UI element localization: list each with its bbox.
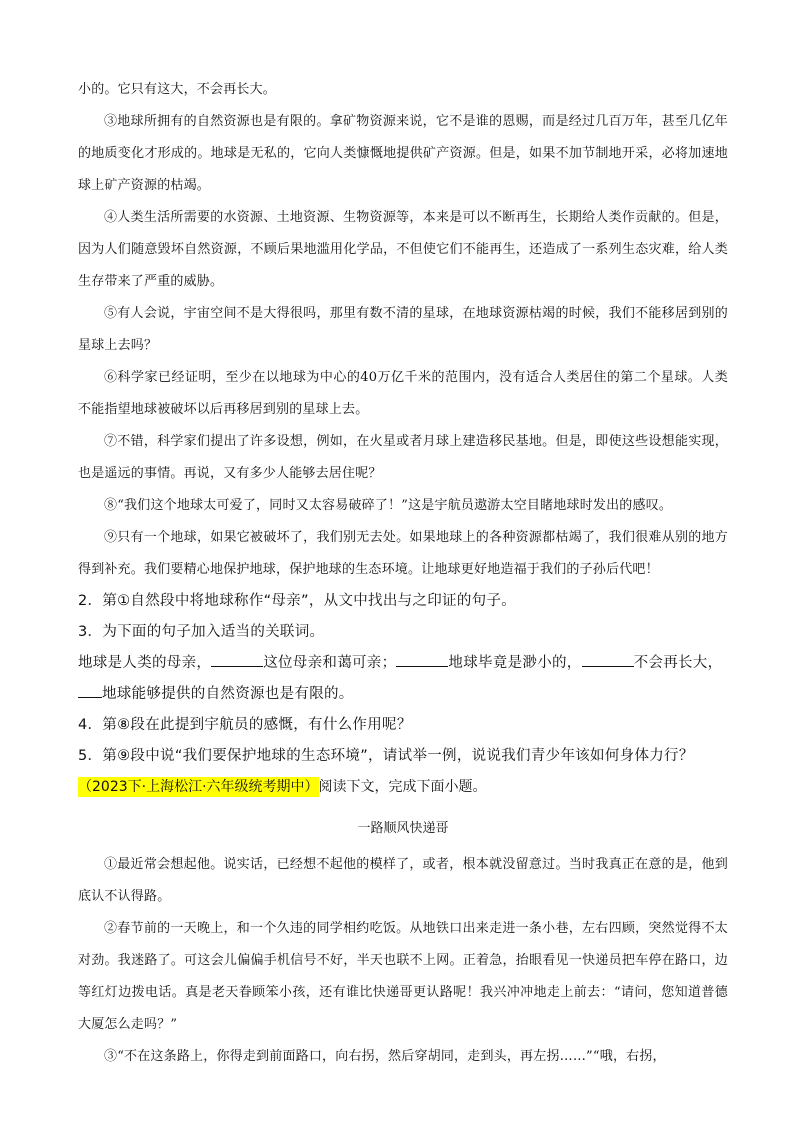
story-paragraph-3: ③“不在这条路上，你得走到前面路口，向右拐，然后穿胡同，走到头，再左拐……”“哦，右拐，	[104, 1049, 666, 1064]
q3-text-2: 这位母亲和蔼可亲；	[263, 655, 397, 671]
answer-blank-1[interactable]	[211, 652, 263, 667]
source-instruction: 阅读下文，完成下面小题。	[318, 779, 487, 795]
question-3: 3．为下面的句子加入适当的关联词。	[78, 624, 325, 640]
passage-paragraph-7: ⑦不错，科学家们提出了许多设想，例如，在火星或者月球上建造移民基地。但是，即使这些设想能实现，也是遥远的事情。再说，又有多少人能够去居住呢？	[78, 434, 728, 481]
answer-blank-4[interactable]	[78, 683, 102, 698]
story-paragraph-2: ②春节前的一天晚上，和一个久违的同学相约吃饭。从地铁口出来走进一条小巷，左右四顾，突然觉得不太对劲。我迷路了。可这会儿偏偏手机信号不好，半天也联不上网。正着急，抬眼看见一快递员把车停在路口，边等红灯边拨电话。真是老天眷顾笨小孩，还有谁比快递哥更认路呢！我兴冲冲地走上前去：“请问，您知道普德大厦怎么走吗？”	[78, 921, 728, 1032]
q3-text-4: 不会再长大，	[633, 655, 723, 671]
question-4: 4．第⑧段在此提到宇航员的感慨，有什么作用呢？	[78, 717, 412, 733]
source-line	[78, 772, 728, 803]
story-paragraph-1: ①最近常会想起他。说实话，已经想不起他的模样了，或者，根本就没留意过。当时我真正在意的是，他到底认不认得路。	[78, 857, 728, 904]
story-title: 一路顺风快递哥	[357, 821, 449, 836]
passage-paragraph-3: ③地球所拥有的自然资源也是有限的。拿矿物资源来说，它不是谁的恩赐，而是经过几百万年，甚至几亿年的地质变化才形成的。地球是无私的，它向人类慷慨地提供矿产资源。但是，如果不加节制地开采，必将加速地球上矿产资源的枯竭。	[78, 114, 728, 193]
document-page	[78, 74, 728, 1073]
answer-blank-3[interactable]	[582, 652, 634, 667]
passage-paragraph-6: ⑥科学家已经证明，至少在以地球为中心的40万亿千米的范围内，没有适合人类居住的第二个星球。人类不能指望地球被破坏以后再移居到别的星球上去。	[78, 370, 728, 417]
q3-text-1: 地球是人类的母亲，	[78, 655, 212, 671]
passage-paragraph-4: ④人类生活所需要的水资源、土地资源、生物资源等，本来是可以不断再生，长期给人类作贡献的。但是，因为人们随意毁坏自然资源，不顾后果地滥用化学品，不但使它们不能再生，还造成了一系列生态灾难，给人类生存带来了严重的威胁。	[78, 210, 728, 289]
q3-text-3: 地球毕竟是渺小的，	[448, 655, 582, 671]
q3-text-5: 地球能够提供的自然资源也是有限的。	[102, 686, 354, 702]
passage-paragraph-8: ⑧“我们这个地球太可爱了，同时又太容易破碎了！”这是宇航员遨游太空目睹地球时发出的感叹。	[104, 498, 673, 513]
source-tag[interactable]: （2023下·上海松江·六年级统考期中）	[78, 779, 319, 795]
answer-blank-2[interactable]	[396, 652, 448, 667]
question-5: 5．第⑨段中说“我们要保护地球的生态环境”，请试举一例，说说我们青少年该如何身体力行？	[78, 748, 694, 764]
question-3-fill-sentence	[78, 648, 728, 710]
passage-paragraph-5: ⑤有人会说，宇宙空间不是大得很吗，那里有数不清的星球，在地球资源枯竭的时候，我们不能移居到别的星球上去吗？	[78, 306, 728, 353]
question-2: 2．第①自然段中将地球称作“母亲”，从文中找出与之印证的句子。	[78, 593, 517, 609]
passage-paragraph-9: ⑨只有一个地球，如果它被破坏了，我们别无去处。如果地球上的各种资源都枯竭了，我们很难从别的地方得到补充。我们要精心地保护地球，保护地球的生态环境。让地球更好地造福于我们的子孙后代吧！	[78, 530, 728, 577]
passage-paragraph-continued: 小的。它只有这大，不会再长大。	[78, 82, 277, 97]
